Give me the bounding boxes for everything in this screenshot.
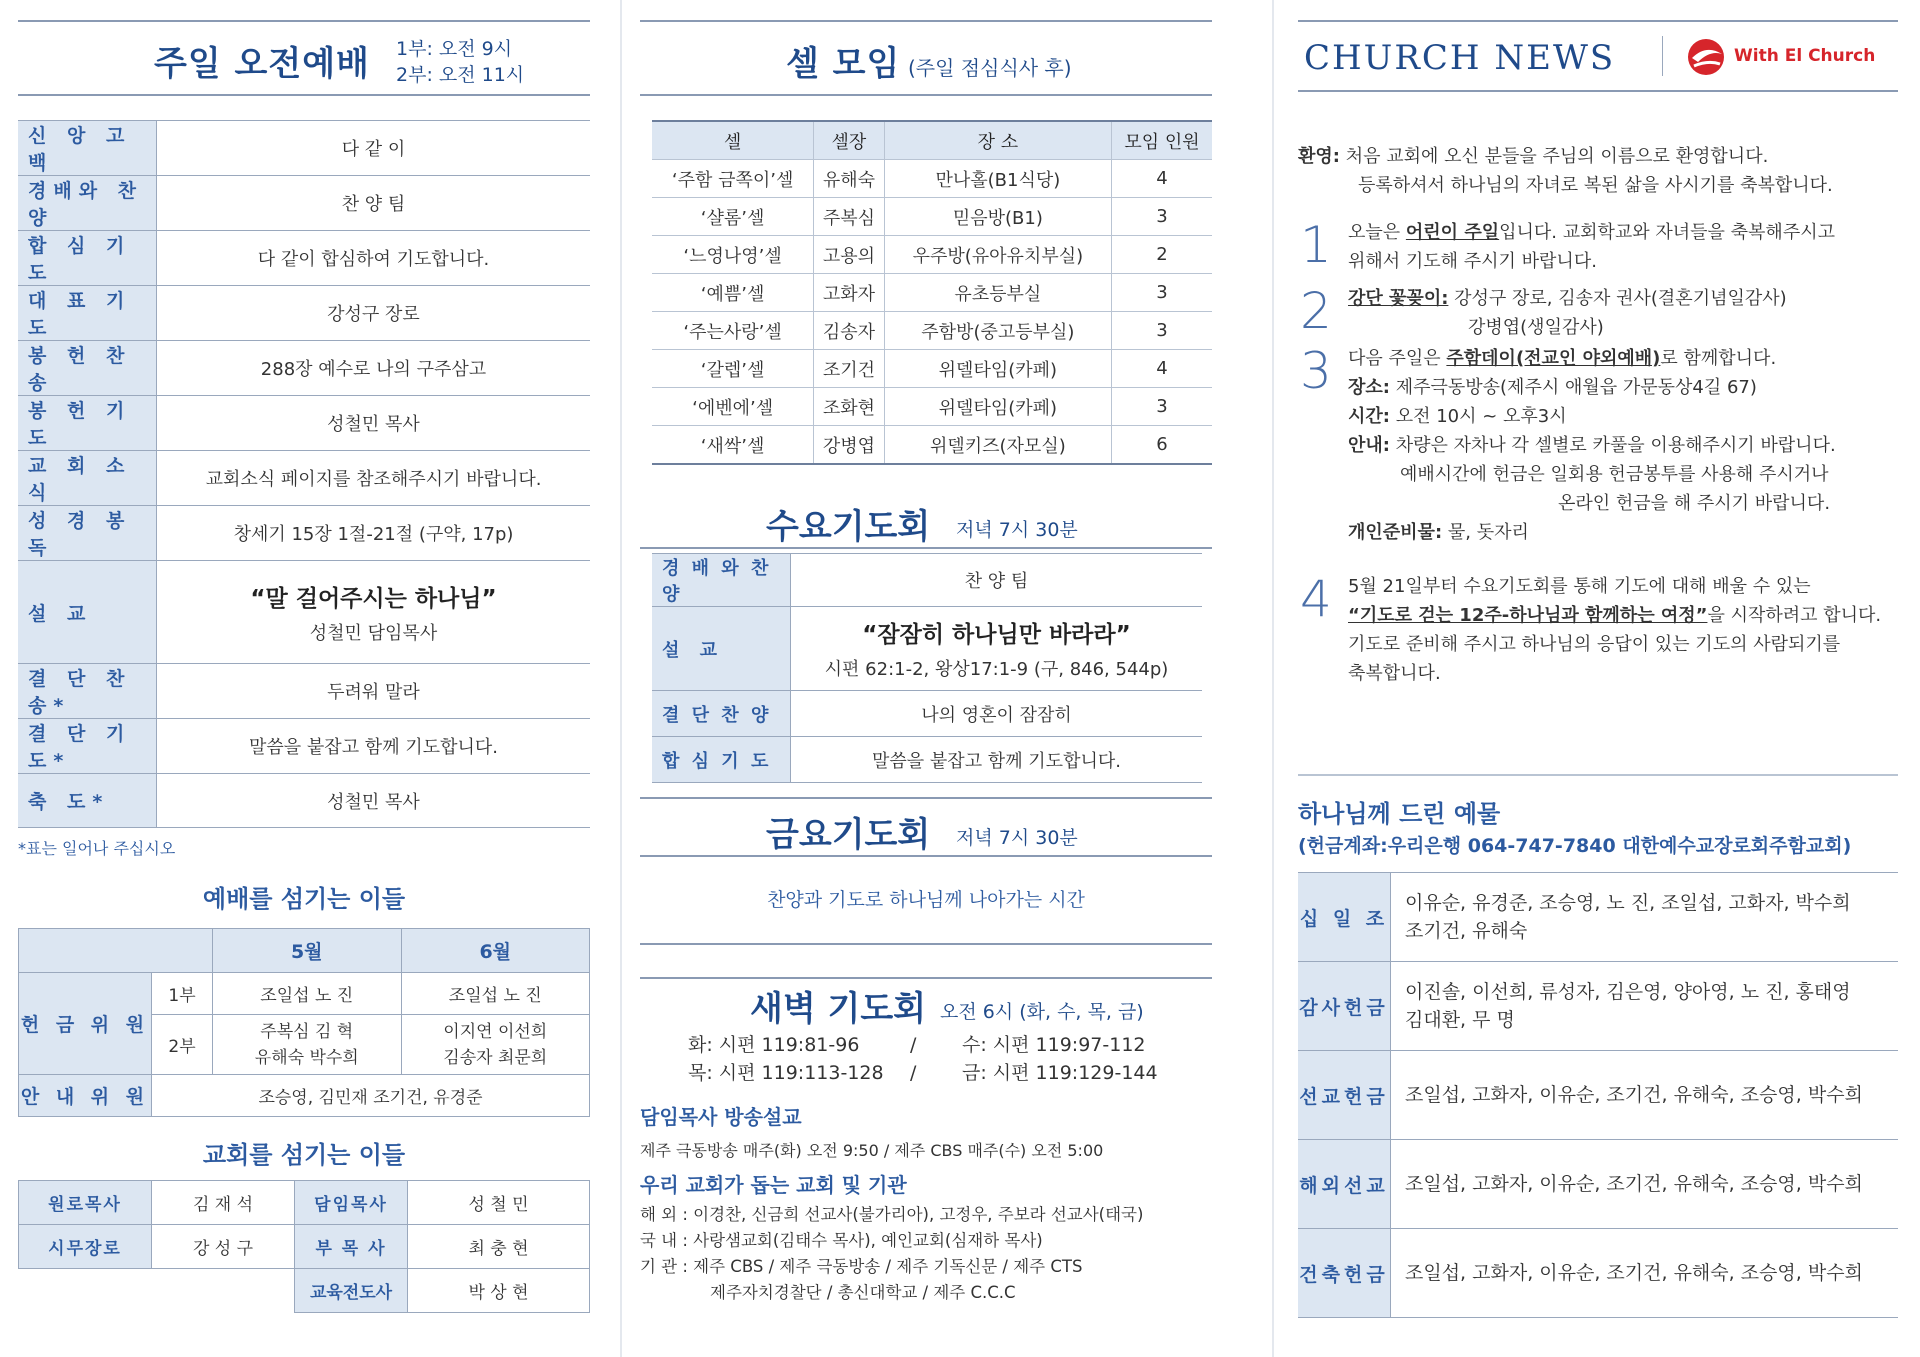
- order-row: [18, 774, 590, 828]
- news-number-3: 3: [1300, 342, 1332, 400]
- reading-tue: 화: 시편 119:81-96: [688, 1034, 860, 1056]
- offering-row: [1298, 1229, 1898, 1318]
- cell-title: 셀 모임: [786, 44, 901, 84]
- staff-name: 김 재 석: [152, 1181, 295, 1225]
- cell-leader: 주복심: [814, 198, 884, 236]
- col-count: 모임 인원: [1112, 121, 1212, 160]
- cell-row: [652, 312, 1212, 350]
- staff-name: 최 충 현: [408, 1225, 590, 1269]
- offerings-table: [1298, 872, 1898, 1318]
- cell-place: 만나홀(B1식당): [884, 160, 1111, 198]
- cell-place: 위델타임(카페): [884, 388, 1111, 426]
- welcome-line-2: 등록하셔서 하나님의 자녀로 복된 삶을 사시기를 축복합니다.: [1358, 175, 1833, 196]
- friday-header: [640, 797, 1212, 857]
- sermon-row: [18, 561, 590, 664]
- column-meetings: [640, 0, 1212, 1306]
- broadcast-text: 제주 극동방송 매주(화) 오전 9:50 / 제주 CBS 매주(수) 오전 5:00: [640, 1141, 1104, 1160]
- order-value: 나의 영혼이 잠잠히: [791, 691, 1203, 737]
- flower-label: 강단 꽃꽂이:: [1348, 288, 1449, 309]
- staff-label: 교육전도사: [295, 1269, 408, 1313]
- church-logo-icon: [1684, 38, 1730, 76]
- second-june-2: 김송자 최문희: [443, 1047, 548, 1068]
- column-news: [1298, 0, 1898, 1318]
- offering-row: [1298, 873, 1898, 962]
- cell-row: [652, 236, 1212, 274]
- order-label: 신 앙 고 백: [18, 121, 157, 176]
- dawn-header: [640, 977, 1212, 1029]
- cell-row: [652, 388, 1212, 426]
- second-may-1: 주복심 김 혁: [260, 1021, 354, 1042]
- news-item-2: 강단 꽃꽂이: 강성구 장로, 김송자 권사(결혼기념일감사) 강병엽(생일감사): [1348, 288, 1787, 338]
- order-row: [18, 719, 590, 774]
- staff-name: 성 철 민: [408, 1181, 590, 1225]
- offering-names: [1391, 1140, 1899, 1229]
- order-value: 288장 예수로 나의 구주삼고: [157, 341, 591, 396]
- friday-desc: 찬양과 기도로 하나님께 나아가는 시간: [640, 857, 1212, 945]
- column-sunday: [18, 0, 590, 1313]
- offering-names: [1391, 962, 1899, 1051]
- order-row: [18, 664, 590, 719]
- cell-name: ‘주함 금쪽이’셀: [652, 160, 814, 198]
- staff-table: [18, 1180, 590, 1313]
- order-value: 성철민 목사: [157, 396, 591, 451]
- order-label: 결 단 찬 양: [652, 691, 791, 737]
- cell-place: 유초등부실: [884, 274, 1111, 312]
- order-label: 봉 헌 찬 송: [18, 341, 157, 396]
- cell-leader: 조화현: [814, 388, 884, 426]
- offering-names-line: 조일섭, 고화자, 이유순, 조기건, 유해숙, 조승영, 박수희: [1405, 1262, 1863, 1284]
- cell-name: ‘샬롬’셀: [652, 198, 814, 236]
- offering-names-line: 조일섭, 고화자, 이유순, 조기건, 유해숙, 조승영, 박수희: [1405, 1084, 1863, 1106]
- support-domestic: 국 내 : 사랑샘교회(김태수 목사), 예인교회(심재하 목사): [640, 1231, 1043, 1250]
- servers-title: 예배를 섬기는 이들: [202, 885, 406, 913]
- order-value: 찬 양 팀: [791, 554, 1203, 607]
- cell-count: 6: [1112, 426, 1212, 465]
- offering-row: [1298, 1140, 1898, 1229]
- cell-leader: 김송자: [814, 312, 884, 350]
- usher-label: 안 내 위 원: [19, 1075, 152, 1117]
- cell-header: [640, 20, 1212, 96]
- offering-names: [1391, 873, 1899, 962]
- second-june-1: 이지연 이선희: [443, 1021, 548, 1042]
- welcome: [1298, 142, 1833, 200]
- staff-name: 박 상 현: [408, 1269, 590, 1313]
- news-item-3: 다음 주일은 주함데이(전교인 야외예배)로 함께합니다. 장소: 제주극동방송(제주시 애월읍 가문동상4길 67) 시간: 오전 10시 ~ 오후3시 안내: 차량은 자차나 각 셀별로 카풀을 이용해주시기 바랍니다. 예배시간에 헌금은 일회용 헌금봉투를 사용해 주시거나 온라인 헌금을 해 주시기 바랍니다. 개인준비물: 물, 돗자리: [1348, 348, 1836, 543]
- usher-value: 조승영, 김민재 조기건, 유경준: [152, 1075, 590, 1117]
- news-item-1: 오늘은 어린이 주일입니다. 교회학교와 자녀들을 축복해주시고 위해서 기도해 주시기 바랍니다.: [1348, 222, 1835, 272]
- second-service-label: 2부: [152, 1015, 213, 1075]
- order-row: [18, 176, 590, 231]
- order-row: [18, 451, 590, 506]
- order-row: [18, 286, 590, 341]
- cell-leader: 유해숙: [814, 160, 884, 198]
- col-place: 장 소: [884, 121, 1111, 160]
- order-value: 성철민 목사: [157, 774, 591, 828]
- cell-count: 4: [1112, 350, 1212, 388]
- cell-place: 주함방(중고등부실): [884, 312, 1111, 350]
- dawn-time: 오전 6시 (화, 수, 목, 금): [940, 1001, 1144, 1023]
- offerings-section: [1298, 774, 1898, 1318]
- offering-names: [1391, 1051, 1899, 1140]
- offering-committee-label: 헌 금 위 원: [19, 973, 152, 1075]
- support-title: 우리 교회가 돕는 교회 및 기관: [640, 1173, 907, 1197]
- offerings-title: 하나님께 드린 예물: [1298, 800, 1501, 828]
- sermon-title: “말 걸어주시는 하나님”: [250, 585, 497, 612]
- wednesday-header: [640, 491, 1212, 549]
- reading-wed: 수: 시편 119:97-112: [962, 1034, 1146, 1056]
- order-value: 찬 양 팀: [157, 176, 591, 231]
- first-service-label: 1부: [152, 973, 213, 1015]
- welcome-line-1: 처음 교회에 오신 분들을 주님의 이름으로 환영합니다.: [1345, 146, 1769, 167]
- staff-name: 강 성 구: [152, 1225, 295, 1269]
- cell-row: [652, 160, 1212, 198]
- offering-label: 십 일 조: [1298, 873, 1391, 962]
- order-label: 결 단 기 도*: [18, 719, 157, 774]
- cell-name: ‘느영나영’셀: [652, 236, 814, 274]
- offering-label: 해외선교: [1298, 1140, 1391, 1229]
- staff-label: 시무장로: [19, 1225, 152, 1269]
- cell-count: 2: [1112, 236, 1212, 274]
- wednesday-title: 수요기도회: [766, 507, 931, 547]
- col-cell: 셀: [652, 121, 814, 160]
- reading-sep: /: [910, 1062, 917, 1084]
- wednesday-table: [652, 553, 1202, 783]
- month-may: 5월: [213, 929, 402, 973]
- cell-name: ‘예쁨’셀: [652, 274, 814, 312]
- offering-row: [1298, 1051, 1898, 1140]
- offering-label: 선교헌금: [1298, 1051, 1391, 1140]
- friday-title: 금요기도회: [766, 815, 931, 855]
- order-row: [18, 121, 590, 176]
- outdoor-worship: 주함데이(전교인 야외예배): [1446, 348, 1661, 369]
- order-label: 합 심 기 도: [652, 737, 791, 783]
- cell-name: ‘갈렙’셀: [652, 350, 814, 388]
- servers-table: [18, 928, 590, 1117]
- dawn-readings: [640, 1031, 1212, 1091]
- order-value: 창세기 15장 1절-21절 (구약, 17p): [157, 506, 591, 561]
- order-label: 봉 헌 기 도: [18, 396, 157, 451]
- support-orgs: 기 관 : 제주 CBS / 제주 극동방송 / 제주 기독신문 / 제주 CTS: [640, 1257, 1083, 1276]
- news-header: [1298, 20, 1898, 92]
- order-label: 교 회 소 식: [18, 451, 157, 506]
- cell-row: [652, 274, 1212, 312]
- news-title: CHURCH NEWS: [1304, 38, 1616, 78]
- cell-row: [652, 426, 1212, 465]
- offering-names-line: 이유순, 유경준, 조승영, 노 진, 조일섭, 고화자, 박수희: [1405, 892, 1851, 914]
- order-row: [18, 231, 590, 286]
- offering-names-line: 김대환, 무 명: [1405, 1009, 1515, 1031]
- broadcast-title: 담임목사 방송설교: [640, 1105, 802, 1129]
- wed-sermon-ref: 시편 62:1-2, 왕상17:1-9 (구, 846, 544p): [824, 659, 1169, 680]
- sunday-time-2: 2부: 오전 11시: [396, 64, 525, 86]
- order-label: 경배와 찬양: [18, 176, 157, 231]
- sunday-header: [18, 20, 590, 96]
- sunday-time-1: 1부: 오전 9시: [396, 38, 513, 60]
- cell-leader: 강병엽: [814, 426, 884, 465]
- cell-name: ‘주는사랑’셀: [652, 312, 814, 350]
- order-label: 설 교: [652, 607, 791, 691]
- support-overseas: 해 외 : 이경찬, 신금희 선교사(불가리아), 고정우, 주보라 선교사(태국): [640, 1205, 1144, 1224]
- offerings-account: (헌금계좌:우리은행 064-747-7840 대한예수교장로회주함교회): [1298, 835, 1852, 857]
- cell-place: 믿음방(B1): [884, 198, 1111, 236]
- wed-sermon-title: “잠잠히 하나님만 바라라”: [862, 622, 1131, 648]
- offering-label: 감사헌금: [1298, 962, 1391, 1051]
- welcome-label: 환영:: [1298, 146, 1340, 167]
- cell-leader: 조기건: [814, 350, 884, 388]
- order-value: 교회소식 페이지를 참조해주시기 바랍니다.: [157, 451, 591, 506]
- staff-label: 부 목 사: [295, 1225, 408, 1269]
- cell-place: 위델타임(카페): [884, 350, 1111, 388]
- order-value: 다 같이 합심하여 기도합니다.: [157, 231, 591, 286]
- cell-place: 위델키즈(자모실): [884, 426, 1111, 465]
- cell-table: [652, 120, 1212, 465]
- first-may: 조일섭 노 진: [213, 973, 402, 1015]
- cell-count: 4: [1112, 160, 1212, 198]
- order-label: 축 도*: [18, 774, 157, 828]
- cell-count: 3: [1112, 312, 1212, 350]
- friday-time: 저녁 7시 30분: [956, 827, 1078, 849]
- order-label: 합 심 기 도: [18, 231, 157, 286]
- staff-label: 원로목사: [19, 1181, 152, 1225]
- order-value: 강성구 장로: [157, 286, 591, 341]
- order-value: 두려워 말라: [157, 664, 591, 719]
- reading-sep: /: [910, 1034, 917, 1056]
- offering-names: [1391, 1229, 1899, 1318]
- order-row: [18, 396, 590, 451]
- order-label: 성 경 봉 독: [18, 506, 157, 561]
- order-label: 결 단 찬 송*: [18, 664, 157, 719]
- cell-row: [652, 198, 1212, 236]
- kids-sunday: 어린이 주일: [1405, 222, 1500, 243]
- staff-label: 담임목사: [295, 1181, 408, 1225]
- col-leader: 셀장: [814, 121, 884, 160]
- offering-label: 건축헌금: [1298, 1229, 1391, 1318]
- order-value: 말씀을 붙잡고 함께 기도합니다.: [791, 737, 1203, 783]
- cell-place: 우주방(유아유치부실): [884, 236, 1111, 274]
- first-june: 조일섭 노 진: [401, 973, 590, 1015]
- news-number-4: 4: [1300, 570, 1332, 628]
- month-june: 6월: [401, 929, 590, 973]
- support-orgs-2: 제주자치경찰단 / 총신대학교 / 제주 C.C.C: [710, 1283, 1016, 1302]
- sunday-title: 주일 오전예배: [154, 44, 370, 84]
- second-may-2: 유해숙 박수희: [254, 1047, 359, 1068]
- logo-text: With El Church: [1734, 46, 1876, 66]
- reading-fri: 금: 시편 119:129-144: [962, 1062, 1158, 1084]
- order-row: [18, 506, 590, 561]
- offering-names-line: 조기건, 유해숙: [1405, 920, 1528, 942]
- cell-leader: 고용의: [814, 236, 884, 274]
- reading-thu: 목: 시편 119:113-128: [688, 1062, 884, 1084]
- wednesday-time: 저녁 7시 30분: [956, 519, 1078, 541]
- cell-count: 3: [1112, 274, 1212, 312]
- news-body: [1298, 92, 1898, 702]
- order-value: 다 같 이: [157, 121, 591, 176]
- standing-note: *표는 일어나 주십시오: [18, 839, 176, 858]
- offering-names-line: 이진솔, 이선희, 류성자, 김은영, 양아영, 노 진, 홍태영: [1405, 981, 1851, 1003]
- order-value: 말씀을 붙잡고 함께 기도합니다.: [157, 719, 591, 774]
- offering-names-line: 조일섭, 고화자, 이유순, 조기건, 유해숙, 조승영, 박수희: [1405, 1173, 1863, 1195]
- dawn-title: 새벽 기도회: [750, 989, 927, 1029]
- support-list: [640, 1202, 1212, 1306]
- offering-row: [1298, 962, 1898, 1051]
- cell-subtitle: (주일 점심식사 후): [908, 56, 1072, 80]
- sunday-order-table: [18, 120, 590, 828]
- cell-name: ‘새싹’셀: [652, 426, 814, 465]
- sermon-speaker: 성철민 담임목사: [309, 622, 438, 644]
- cell-name: ‘에벤에’셀: [652, 388, 814, 426]
- prayer-course: “기도로 걷는 12주-하나님과 함께하는 여정”: [1348, 605, 1708, 626]
- cell-row: [652, 350, 1212, 388]
- order-row: [18, 341, 590, 396]
- cell-leader: 고화자: [814, 274, 884, 312]
- order-label: 경 배 와 찬 양: [652, 554, 791, 607]
- news-number-2: 2: [1300, 282, 1332, 340]
- church-logo: [1684, 38, 1730, 80]
- news-number-1: 1: [1300, 216, 1332, 274]
- cell-count: 3: [1112, 198, 1212, 236]
- news-item-4: 5월 21일부터 수요기도회를 통해 기도에 대해 배울 수 있는 “기도로 걷는 12주-하나님과 함께하는 여정”을 시작하려고 합니다. 기도로 준비해 주시고 하나님의 응답이 있는 기도의 사람되기를 축복합니다.: [1348, 576, 1882, 684]
- order-label: 대 표 기 도: [18, 286, 157, 341]
- sermon-label: 설 교: [18, 561, 157, 664]
- staff-title: 교회를 섬기는 이들: [202, 1141, 406, 1169]
- cell-count: 3: [1112, 388, 1212, 426]
